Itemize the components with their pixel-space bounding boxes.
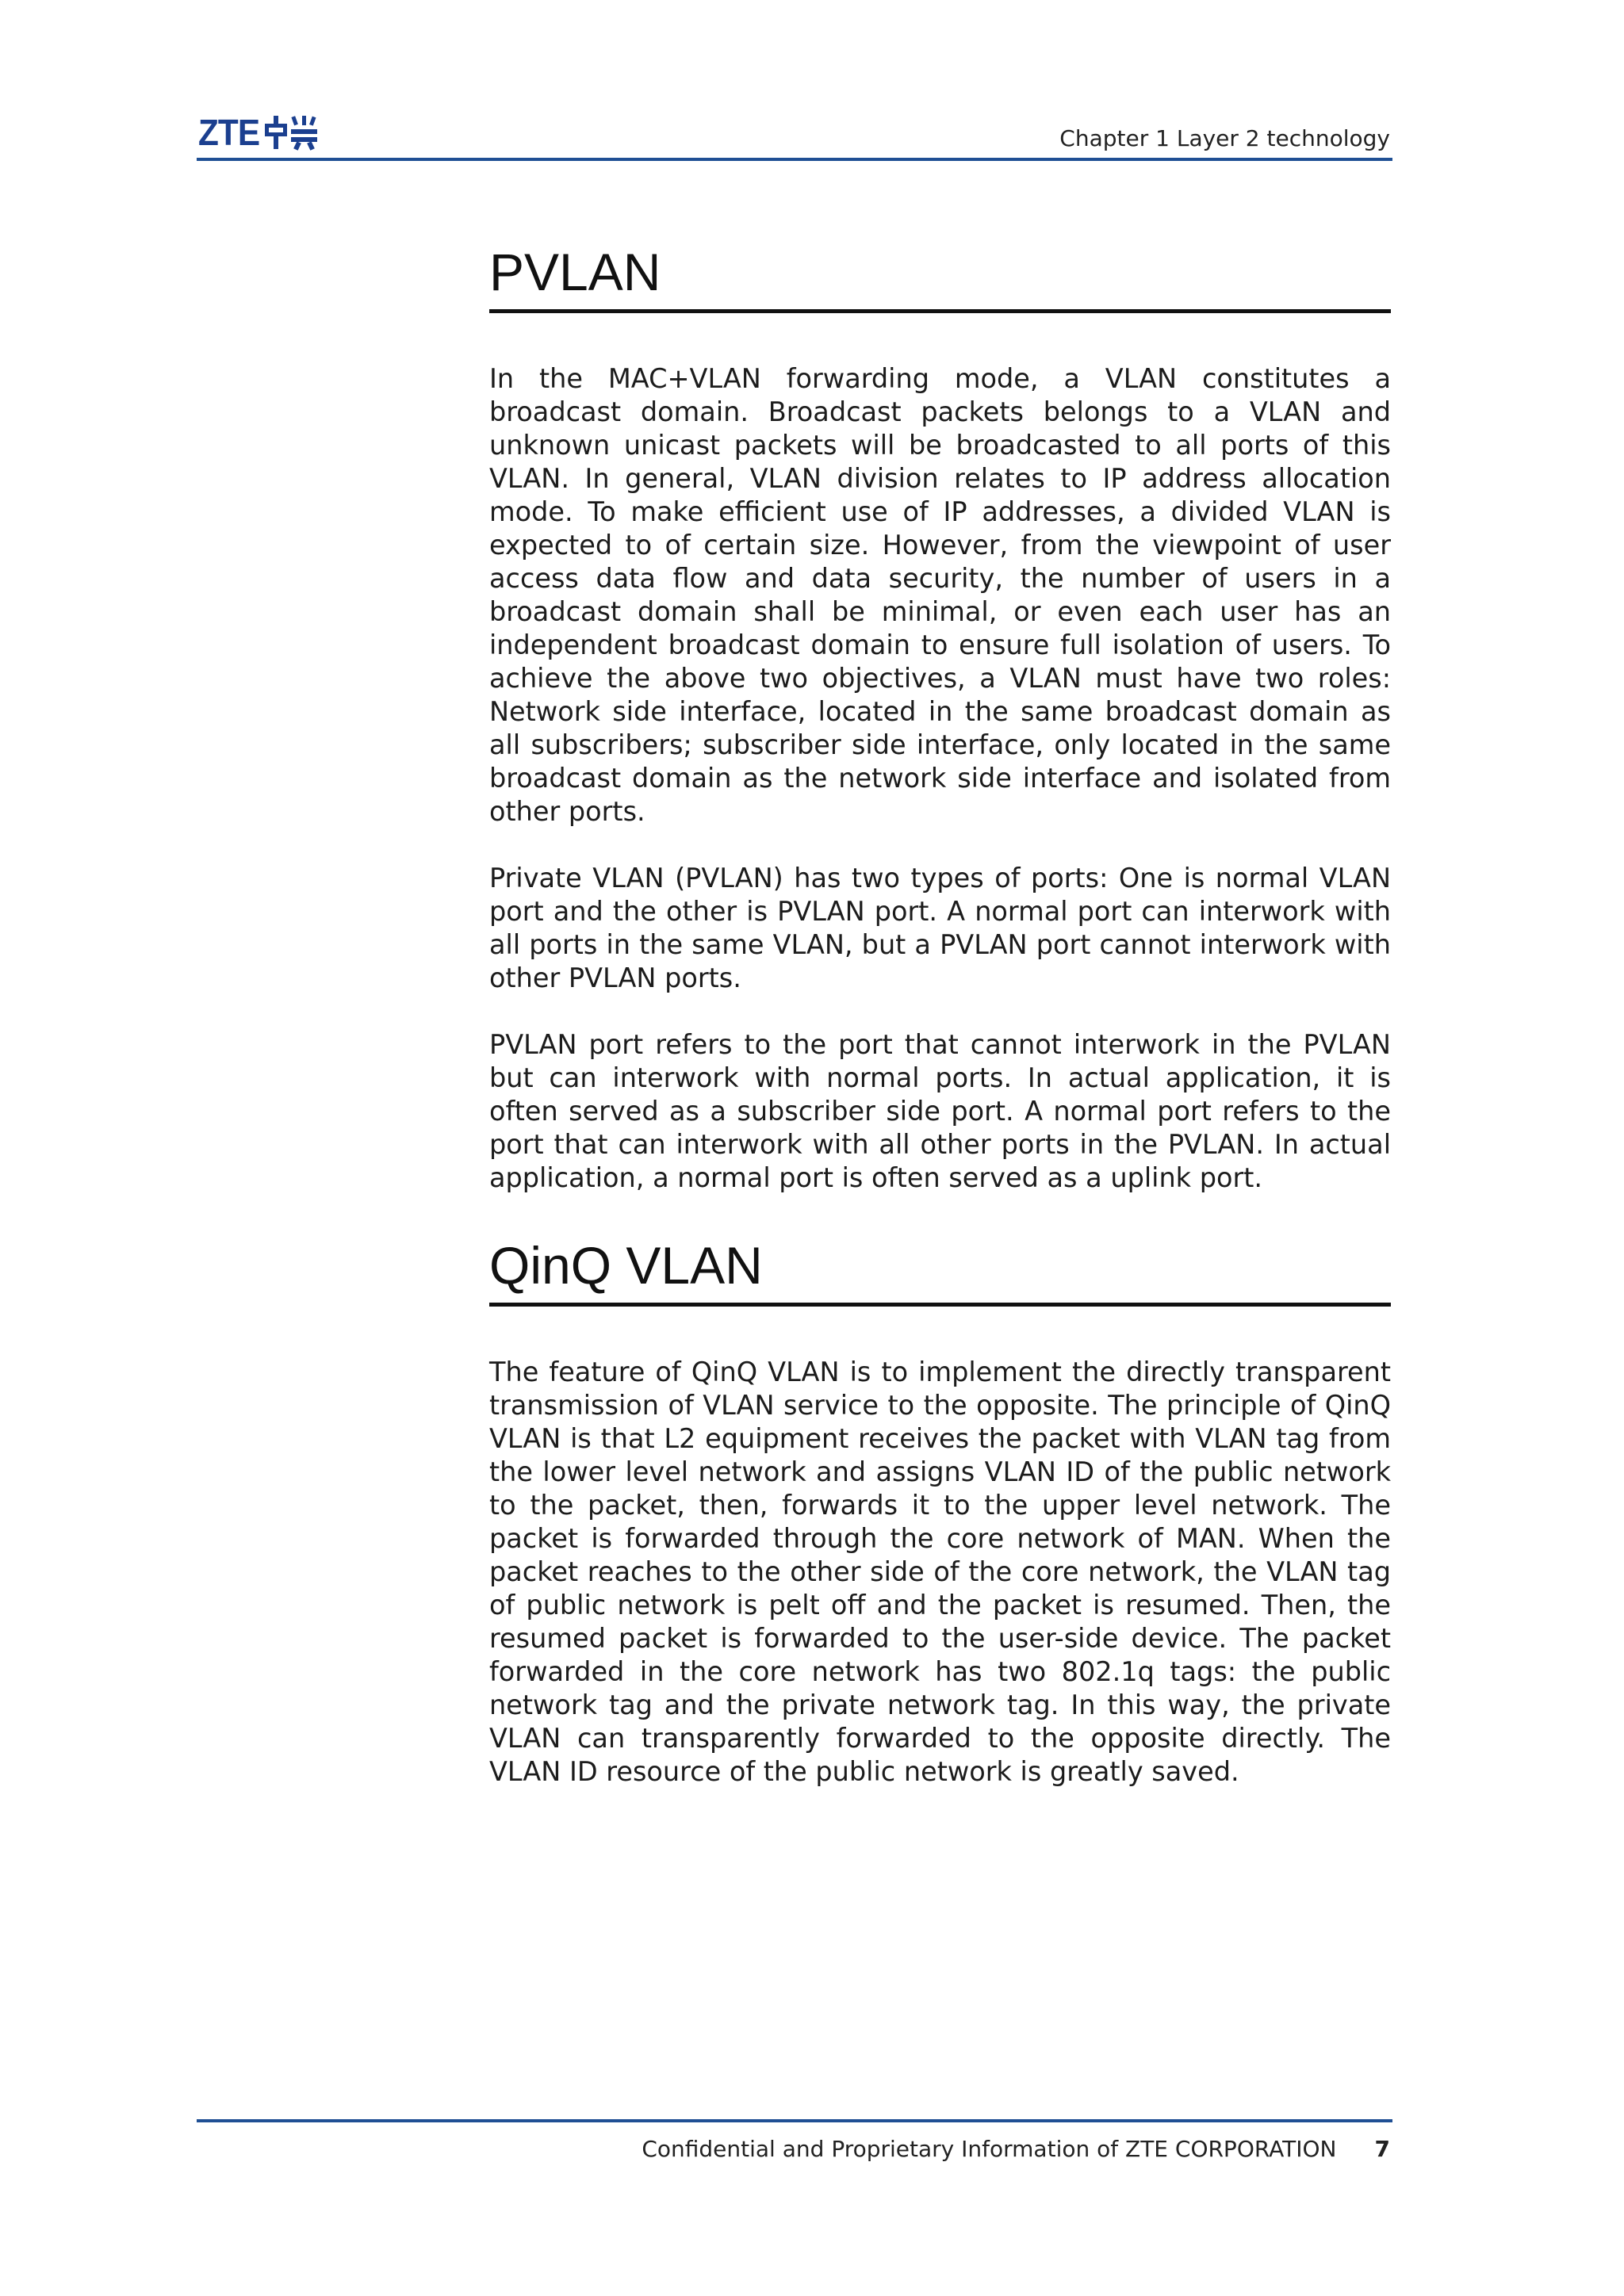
paragraph: PVLAN port refers to the port that cannot interwork in the PVLAN but can interwork with normal ports. In actual application, it is often served as a subscriber side port. A normal port refers to the port that can interwork with all other ports in the PVLAN. In actual application, a normal port is often served as a uplink port.	[489, 1029, 1391, 1193]
chapter-title: Chapter 1 Layer 2 technology	[1059, 125, 1390, 151]
page-footer	[642, 2136, 1390, 2162]
paragraph: The feature of QinQ VLAN is to implement the directly transparent transmission of VLAN service to the opposite. The principle of QinQ VLAN is that L2 equipment receives the packet with VLAN tag from the lower level network and assigns VLAN ID of the public network to the packet, then, forwards it to the upper level network. The packet is forwarded through the core network of MAN. When the packet reaches to the other side of the core network, the VLAN tag of public network is pelt off and the packet is resumed. Then, the resumed packet is forwarded to the user-side device. The packet forwarded in the core network has two 802.1q tags: the public network tag and the private network tag. In this way, the private VLAN can transparently forwarded to the opposite directly. The VLAN ID resource of the public network is greatly saved.	[489, 1357, 1391, 1787]
paragraph: In the MAC+VLAN forwarding mode, a VLAN constitutes a broadcast domain. Broadcast packets belongs to a VLAN and unknown unicast packets will be broadcasted to all ports of this VLAN. In general, VLAN division relates to IP address allocation mode. To make efficient use of IP addresses, a divided VLAN is expected to of certain size. However, from the viewpoint of user access data flow and data security, the number of users in a broadcast domain shall be minimal, or even each user has an independent broadcast domain to ensure full isolation of users. To achieve the above two objectives, a VLAN must have two roles: Network side interface, located in the same broadcast domain as all subscribers; subscriber side interface, only located in the same broadcast domain as the network side interface and isolated from other ports.	[489, 363, 1391, 827]
page-number: 7	[1374, 2136, 1390, 2162]
main-content	[489, 238, 1391, 1789]
confidential-notice: Confidential and Proprietary Information of ZTE CORPORATION	[642, 2136, 1337, 2162]
logo-latin-text: ZTE	[198, 112, 260, 153]
zte-logo	[198, 111, 319, 151]
header-divider	[197, 158, 1392, 161]
zhongxing-logo-glyphs	[263, 114, 319, 151]
section-heading-pvlan: PVLAN	[489, 238, 1391, 313]
footer-divider	[197, 2119, 1392, 2122]
section-heading-qinq-vlan: QinQ VLAN	[489, 1231, 1391, 1307]
paragraph: Private VLAN (PVLAN) has two types of ports: One is normal VLAN port and the other is PVLAN port. A normal port can interwork with all ports in the same VLAN, but a PVLAN port cannot interwork with other PVLAN ports.	[489, 863, 1391, 993]
